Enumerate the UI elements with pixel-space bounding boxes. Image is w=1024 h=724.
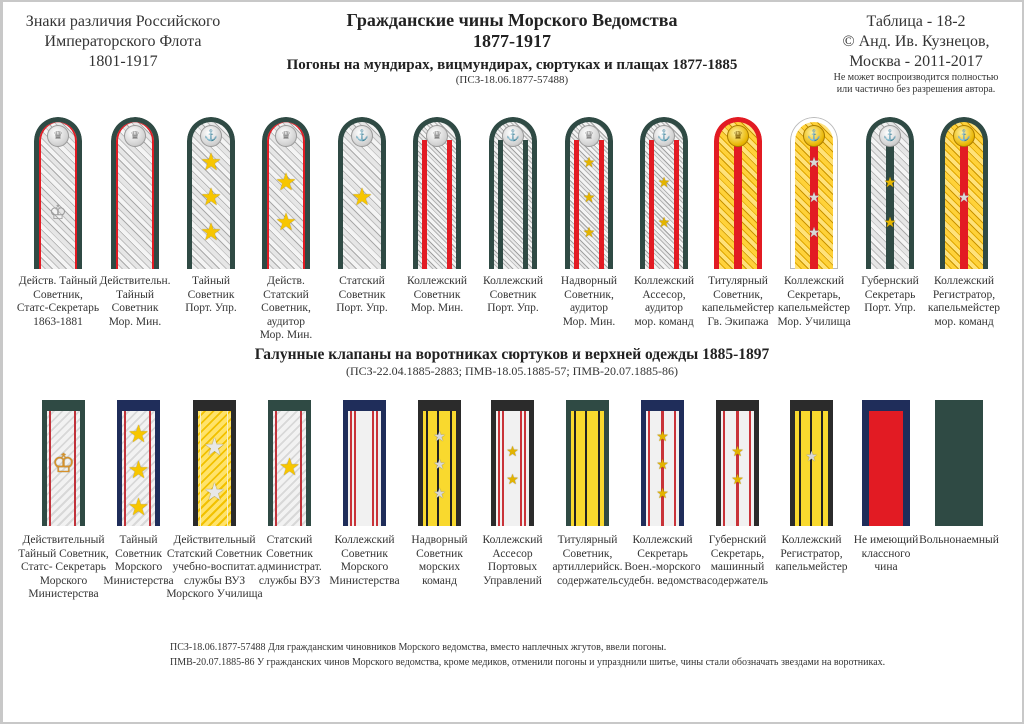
label-line: администрат. bbox=[257, 561, 322, 573]
label-line: Вольнонаемный bbox=[919, 534, 999, 546]
label-line: Титулярный bbox=[557, 534, 618, 546]
epaulette-label bbox=[243, 275, 329, 343]
epaulette-braid bbox=[795, 122, 833, 269]
label-line: Морского bbox=[114, 561, 163, 573]
rank-star-icon: ★ bbox=[200, 220, 222, 246]
rank-star-icon: ★ bbox=[278, 455, 301, 481]
label-line: Действительный bbox=[173, 534, 256, 546]
rank-star-icon: ★ bbox=[506, 445, 519, 460]
label-line: Воен.-морского bbox=[624, 561, 701, 573]
label-line: Мор. Мин. bbox=[410, 302, 464, 314]
section1-ref: (ПСЗ-18.06.1877-57488) bbox=[455, 74, 569, 86]
rank-star-icon: ★ bbox=[127, 458, 150, 484]
label-line: Мор. Мин. bbox=[259, 329, 313, 341]
label-line: Советник, bbox=[713, 288, 763, 301]
rank-star-icon: ★ bbox=[731, 473, 744, 488]
label-line: Тайный Советник, bbox=[18, 547, 109, 560]
label-line: Советник bbox=[266, 547, 313, 560]
collar-tab bbox=[411, 400, 468, 587]
rank-star-icon: ★ bbox=[657, 176, 671, 191]
label-line: аудитор bbox=[570, 302, 608, 314]
label-line: Секретарь bbox=[864, 288, 916, 301]
galloon-stripe bbox=[275, 411, 277, 526]
collar-tab-field bbox=[348, 411, 381, 526]
label-line: Секретарь, bbox=[787, 288, 841, 301]
label-line: Министерства bbox=[28, 588, 99, 600]
anchor-button-icon: ⚓ bbox=[803, 125, 825, 147]
label-line: учебно-воспитат. bbox=[172, 561, 257, 573]
anchor-button-icon: ⚓ bbox=[351, 125, 373, 147]
label-line: Ассесор bbox=[492, 547, 533, 560]
label-line: Действительный bbox=[22, 534, 105, 546]
label-line: Секретарь bbox=[637, 547, 688, 560]
epaulette-label bbox=[168, 275, 254, 316]
header-left-line: Императорского Флота bbox=[44, 33, 202, 50]
label-line: Советник, bbox=[33, 288, 83, 301]
label-line: Статс-Секретарь bbox=[16, 302, 100, 314]
collar-tab-field bbox=[122, 411, 155, 526]
label-line: Советник bbox=[341, 547, 388, 560]
epaulette-label bbox=[92, 275, 178, 329]
label-line: Статский bbox=[339, 275, 385, 287]
epaulette bbox=[262, 117, 310, 269]
label-line: Коллежский bbox=[633, 275, 694, 287]
header-left bbox=[16, 12, 230, 72]
label-line: Коллежский bbox=[781, 534, 842, 546]
rank-star-icon: ★ bbox=[433, 487, 446, 502]
galloon-stripe bbox=[200, 411, 201, 526]
epaulette-braid bbox=[343, 122, 381, 269]
galloon-stripe bbox=[736, 411, 739, 526]
epaulette-stripe bbox=[599, 140, 604, 269]
label-line: Министерства bbox=[103, 574, 174, 587]
epaulette-center-stripe bbox=[734, 142, 742, 269]
collar-tab bbox=[482, 400, 543, 587]
galloon-stripe bbox=[350, 411, 352, 526]
rank-star-icon: ★ bbox=[656, 458, 669, 473]
eagle-button-icon: ♛ bbox=[426, 125, 448, 147]
epaulette-braid bbox=[418, 122, 456, 269]
collar-tab-field bbox=[198, 411, 231, 526]
rank-star-icon: ★ bbox=[200, 185, 222, 211]
collar-tab bbox=[618, 400, 707, 587]
page-title: Гражданские чины Морского Ведомства bbox=[346, 10, 678, 30]
label-line: Советник bbox=[489, 288, 537, 301]
epaulettes-row bbox=[0, 117, 1024, 347]
label-line: Порт. Упр. bbox=[487, 302, 539, 314]
label-line: Порт. Упр. bbox=[864, 302, 916, 314]
epaulette bbox=[790, 117, 838, 269]
collar-tab-field bbox=[721, 411, 754, 526]
eagle-button-icon: ♛ bbox=[578, 125, 600, 147]
epaulette-braid bbox=[945, 122, 983, 269]
collar-tab bbox=[329, 400, 400, 587]
label-line: Губернский bbox=[861, 275, 919, 287]
header-left-line: 1801-1917 bbox=[88, 53, 158, 70]
collar-tabs-row bbox=[0, 400, 1024, 620]
epaulette-stripe bbox=[523, 140, 528, 269]
label-line: артиллерийск. bbox=[552, 561, 623, 573]
collar-tab bbox=[166, 400, 263, 600]
header-center bbox=[262, 10, 762, 87]
label-line: Коллежский bbox=[933, 275, 994, 287]
epaulette bbox=[489, 117, 537, 269]
rank-star-icon: ★ bbox=[883, 216, 897, 231]
rank-star-icon: ★ bbox=[203, 480, 226, 506]
eagle-button-icon: ♛ bbox=[275, 125, 297, 147]
eagle-button-icon: ♛ bbox=[727, 125, 749, 147]
epaulette-braid bbox=[39, 122, 77, 269]
rank-star-icon: ★ bbox=[582, 156, 596, 171]
imperial-monogram-icon: ♔ bbox=[49, 202, 67, 224]
collar-tab-field bbox=[496, 411, 529, 526]
rank-star-icon: ★ bbox=[657, 216, 671, 231]
section1-title: Погоны на мундирах, вицмундирах, сюртуках и плащах 1877-1885 bbox=[286, 57, 738, 73]
label-line: Действ. Статский bbox=[263, 275, 309, 301]
copyright-place-years: Москва - 2011-2017 bbox=[849, 53, 983, 70]
label-line: Секретарь, bbox=[710, 547, 765, 560]
collar-tab bbox=[919, 400, 999, 546]
label-line: Советник bbox=[413, 288, 461, 301]
label-line: Действительн. bbox=[99, 275, 171, 287]
epaulette bbox=[565, 117, 613, 269]
epaulette-braid bbox=[494, 122, 532, 269]
label-line: морских bbox=[418, 561, 461, 573]
epaulette-stripe bbox=[447, 140, 452, 269]
label-line: мор. команд bbox=[634, 315, 694, 328]
epaulette-stripe bbox=[674, 140, 679, 269]
epaulette-label bbox=[470, 275, 556, 316]
header-right bbox=[818, 12, 1014, 96]
label-line: Действ. Тайный bbox=[18, 275, 98, 287]
collar-tab-field bbox=[273, 411, 306, 526]
label-line: судебн. ведомства bbox=[618, 574, 707, 587]
label-line: машинный bbox=[710, 561, 765, 573]
section2-title: Галунные клапаны на воротниках сюртуков и верхней одежды 1885-1897 bbox=[254, 346, 770, 363]
label-line: Ассесор, bbox=[642, 288, 686, 301]
rank-star-icon: ★ bbox=[805, 450, 818, 465]
rank-star-icon: ★ bbox=[275, 210, 297, 236]
label-line: Мор. Мин. bbox=[562, 315, 616, 328]
footer-note: ПСЗ-18.06.1877-57488 Для гражданским чиновников Морского ведомства, вместо наплечных жгутов, ввели погоны. bbox=[170, 642, 667, 653]
galloon-stripe bbox=[524, 411, 526, 526]
label-line: Коллежский bbox=[783, 275, 844, 287]
label-line: службы ВУЗ bbox=[183, 574, 246, 587]
epaulette bbox=[111, 117, 159, 269]
rank-star-icon: ★ bbox=[582, 226, 596, 241]
epaulette-label bbox=[695, 275, 781, 329]
label-line: Морского bbox=[340, 561, 389, 573]
galloon-stripe bbox=[674, 411, 676, 526]
label-line: Морского bbox=[39, 574, 88, 587]
label-line: команд bbox=[422, 574, 457, 587]
table-number: Таблица - 18-2 bbox=[866, 13, 966, 30]
rank-star-icon: ★ bbox=[275, 170, 297, 196]
rank-star-icon: ★ bbox=[807, 226, 821, 241]
label-line: Мор. Училища bbox=[777, 315, 851, 328]
label-line: Тайный bbox=[115, 288, 155, 301]
epaulette bbox=[338, 117, 386, 269]
label-line: Титулярный bbox=[708, 275, 768, 287]
label-line: капельмейстер bbox=[777, 302, 851, 314]
galloon-stripe bbox=[598, 411, 600, 526]
label-line: Гв. Экипажа bbox=[707, 315, 769, 328]
rank-star-icon: ★ bbox=[731, 445, 744, 460]
label-line: Коллежский bbox=[482, 534, 543, 546]
label-line: Не имеющий bbox=[853, 534, 919, 546]
collar-tab-field bbox=[869, 411, 903, 526]
epaulette-braid bbox=[267, 122, 305, 269]
epaulette-stripe bbox=[422, 140, 427, 269]
epaulette bbox=[187, 117, 235, 269]
galloon-stripe bbox=[426, 411, 428, 526]
label-line: Статский Советник bbox=[166, 547, 263, 560]
collar-tab bbox=[103, 400, 174, 587]
epaulette-label bbox=[921, 275, 1007, 329]
rank-star-icon: ★ bbox=[807, 156, 821, 171]
eagle-button-icon: ♛ bbox=[124, 125, 146, 147]
collar-tab-field bbox=[47, 411, 80, 526]
galloon-stripe bbox=[749, 411, 751, 526]
rank-star-icon: ★ bbox=[433, 458, 446, 473]
epaulette bbox=[866, 117, 914, 269]
copyright: © Анд. Ив. Кузнецов, bbox=[842, 33, 990, 50]
epaulette-label bbox=[546, 275, 632, 329]
collar-tab bbox=[18, 400, 109, 600]
imperial-monogram-icon: ♔ bbox=[51, 449, 76, 478]
epaulette bbox=[34, 117, 82, 269]
galloon-stripe bbox=[502, 411, 504, 526]
label-line: Портовых bbox=[487, 561, 538, 573]
epaulette bbox=[714, 117, 762, 269]
collar-tab-field bbox=[423, 411, 456, 526]
collar-tab-field bbox=[795, 411, 828, 526]
label-line: Статс- Секретарь bbox=[20, 561, 107, 573]
rank-star-icon: ★ bbox=[200, 150, 222, 176]
label-line: 1863-1881 bbox=[33, 315, 83, 328]
galloon-stripe bbox=[810, 411, 812, 526]
collar-tab bbox=[552, 400, 623, 587]
section2-header bbox=[200, 346, 824, 379]
label-line: Регистратор, bbox=[932, 288, 996, 301]
anchor-button-icon: ⚓ bbox=[653, 125, 675, 147]
epaulette-stripe bbox=[574, 140, 579, 269]
galloon-stripe bbox=[227, 411, 228, 526]
anchor-button-icon: ⚓ bbox=[502, 125, 524, 147]
label-line: Порт. Упр. bbox=[185, 302, 237, 314]
rank-star-icon: ★ bbox=[433, 430, 446, 445]
collar-tab bbox=[257, 400, 322, 587]
label-line: Коллежский bbox=[406, 275, 467, 287]
epaulette-stripe bbox=[498, 140, 503, 269]
epaulette bbox=[413, 117, 461, 269]
galloon-stripe bbox=[354, 411, 356, 526]
label-line: Коллежский bbox=[482, 275, 543, 287]
page-years: 1877-1917 bbox=[473, 31, 551, 51]
label-line: аудитор bbox=[267, 315, 305, 328]
label-line: Порт. Упр. bbox=[336, 302, 388, 314]
label-line: содержатель bbox=[706, 574, 769, 587]
anchor-button-icon: ⚓ bbox=[953, 125, 975, 147]
epaulette-center-stripe bbox=[886, 142, 894, 269]
label-line: капельмейстер bbox=[775, 561, 848, 573]
label-line: Тайный bbox=[119, 534, 158, 546]
label-line: Советник, bbox=[261, 302, 311, 314]
epaulette-braid bbox=[116, 122, 154, 269]
rank-star-icon: ★ bbox=[883, 176, 897, 191]
epaulette-braid bbox=[719, 122, 757, 269]
collar-tab bbox=[706, 400, 769, 587]
label-line: Советник, bbox=[564, 288, 614, 301]
footer-notes bbox=[170, 640, 970, 670]
galloon-stripe bbox=[574, 411, 576, 526]
epaulette-stripe bbox=[649, 140, 654, 269]
label-line: Коллежский bbox=[334, 534, 395, 546]
label-line: Мор. Мин. bbox=[108, 315, 162, 328]
collar-tab bbox=[853, 400, 919, 573]
epaulette bbox=[940, 117, 988, 269]
label-line: Морского Училища bbox=[166, 588, 263, 600]
epaulette-braid bbox=[192, 122, 230, 269]
galloon-stripe bbox=[799, 411, 801, 526]
label-line: Советник, bbox=[562, 547, 613, 560]
galloon-stripe bbox=[585, 411, 587, 526]
epaulette-label bbox=[394, 275, 480, 316]
label-line: Тайный bbox=[191, 275, 231, 287]
footer-note: ПМВ-20.07.1885-86 У гражданских чинов Морского ведомства, кроме медиков, отменили погоны и упразднили шитье, чины стали обозначать звездами на воротниках. bbox=[170, 657, 886, 668]
label-line: классного bbox=[861, 547, 911, 560]
label-line: Министерства bbox=[329, 574, 400, 587]
collar-tab-field bbox=[571, 411, 604, 526]
section2-ref: (ПСЗ-22.04.1885-2883; ПМВ-18.05.1885-57; ПМВ-20.07.1885-86) bbox=[346, 364, 678, 378]
epaulette-braid bbox=[570, 122, 608, 269]
epaulette-braid bbox=[871, 122, 909, 269]
label-line: Регистратор, bbox=[780, 547, 843, 560]
label-line: Статский bbox=[266, 534, 313, 546]
epaulette-label bbox=[771, 275, 857, 329]
epaulette-label bbox=[15, 275, 101, 329]
label-line: содержатель bbox=[556, 574, 619, 587]
galloon-stripe bbox=[520, 411, 522, 526]
label-line: мор. команд bbox=[934, 315, 994, 328]
label-line: Советник bbox=[338, 288, 386, 301]
label-line: капельмейстер bbox=[927, 302, 1001, 314]
collar-tab-field bbox=[940, 411, 978, 526]
label-line: службы ВУЗ bbox=[258, 574, 321, 587]
rank-star-icon: ★ bbox=[506, 473, 519, 488]
collar-tab-field bbox=[646, 411, 679, 526]
label-line: чина bbox=[874, 561, 898, 573]
rank-star-icon: ★ bbox=[127, 422, 150, 448]
label-line: Советник bbox=[416, 547, 463, 560]
anchor-button-icon: ⚓ bbox=[200, 125, 222, 147]
rank-star-icon: ★ bbox=[656, 487, 669, 502]
eagle-button-icon: ♛ bbox=[47, 125, 69, 147]
label-line: Губернский bbox=[708, 534, 767, 546]
rank-star-icon: ★ bbox=[807, 191, 821, 206]
epaulette-braid bbox=[645, 122, 683, 269]
label-line: Надворный bbox=[560, 275, 618, 287]
galloon-stripe bbox=[372, 411, 374, 526]
galloon-stripe bbox=[450, 411, 452, 526]
rights-notice: Не может воспроизводится полностью bbox=[833, 72, 999, 83]
rank-star-icon: ★ bbox=[351, 185, 373, 211]
galloon-stripe bbox=[498, 411, 500, 526]
galloon-stripe bbox=[376, 411, 378, 526]
galloon-stripe bbox=[49, 411, 51, 526]
collar-tab-label bbox=[909, 534, 1009, 548]
galloon-stripe bbox=[648, 411, 650, 526]
collar-tab bbox=[775, 400, 848, 573]
rank-star-icon: ★ bbox=[582, 191, 596, 206]
galloon-stripe bbox=[723, 411, 725, 526]
label-line: Советник bbox=[111, 302, 159, 314]
label-line: Надворный bbox=[411, 534, 468, 546]
galloon-stripe bbox=[124, 411, 126, 526]
galloon-stripe bbox=[821, 411, 823, 526]
label-line: Коллежский bbox=[632, 534, 693, 546]
label-line: Советник bbox=[187, 288, 235, 301]
header-left-line: Знаки различия Российского bbox=[25, 13, 221, 30]
rank-star-icon: ★ bbox=[656, 430, 669, 445]
rights-notice: или частично без разрешения автора. bbox=[836, 84, 996, 95]
rank-star-icon: ★ bbox=[957, 191, 971, 206]
rank-star-icon: ★ bbox=[203, 435, 226, 461]
label-line: аудитор bbox=[645, 302, 683, 314]
label-line: Управлений bbox=[483, 574, 542, 587]
epaulette bbox=[640, 117, 688, 269]
rank-star-icon: ★ bbox=[127, 495, 150, 521]
anchor-button-icon: ⚓ bbox=[879, 125, 901, 147]
label-line: Советник bbox=[115, 547, 162, 560]
epaulette-label bbox=[319, 275, 405, 316]
label-line: капельмейстер bbox=[701, 302, 775, 314]
